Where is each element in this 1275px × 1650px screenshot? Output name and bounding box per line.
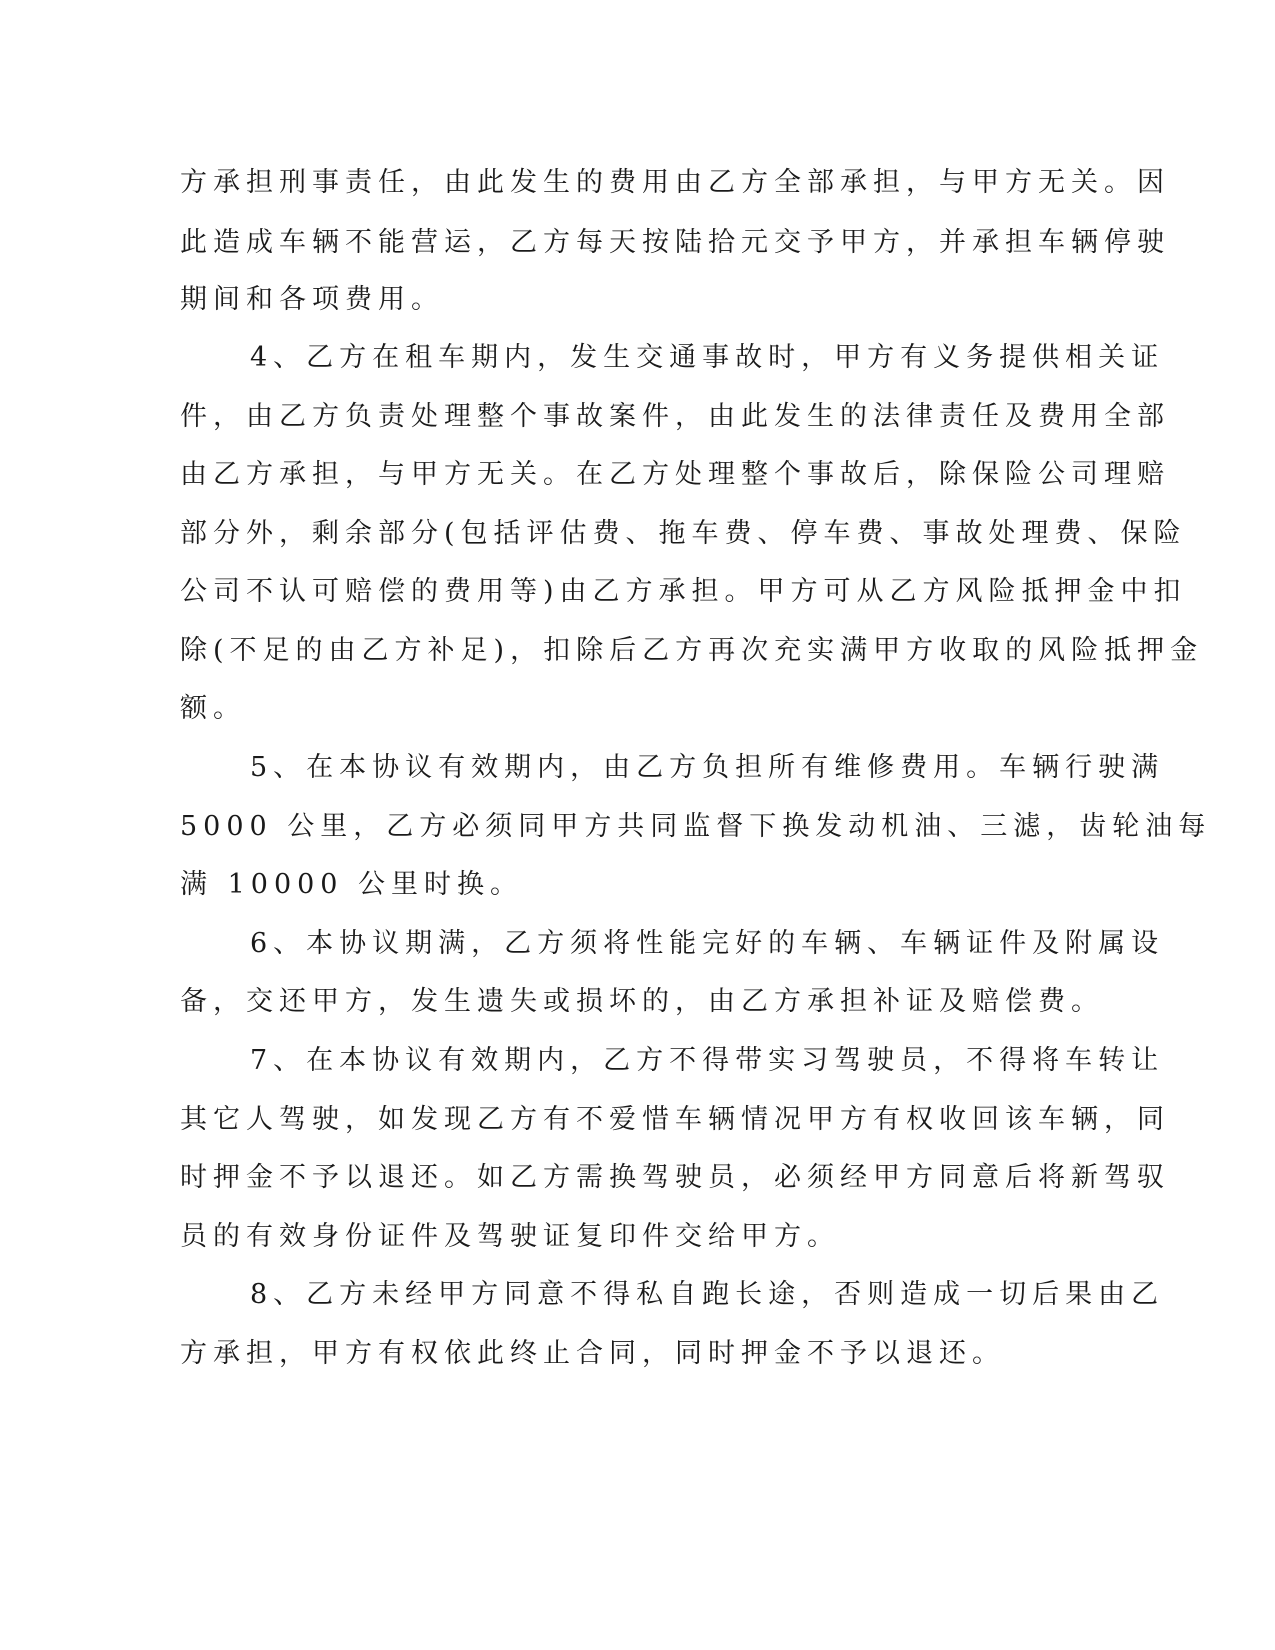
clause-4-line: 公司不认可赔偿的费用等)由乙方承担。甲方可从乙方风险抵押金中扣 [180,576,1187,607]
clause-4-line: 由乙方承担，与甲方无关。在乙方处理整个事故后，除保险公司理赔 [180,459,1170,490]
clause-4-line: 额。 [180,693,246,724]
clause-6-line: 备，交还甲方，发生遗失或损坏的，由乙方承担补证及赔偿费。 [180,986,1104,1017]
clause-7-line: 时押金不予以退还。如乙方需换驾驶员，必须经甲方同意后将新驾驭 [180,1162,1170,1193]
clause-4-line: 4、乙方在租车期内，发生交通事故时，甲方有义务提供相关证 [250,342,1165,373]
clause-8-line: 8、乙方未经甲方同意不得私自跑长途，否则造成一切后果由乙 [250,1279,1165,1310]
clause-7-line: 员的有效身份证件及驾驶证复印件交给甲方。 [180,1221,840,1252]
clause-5-line: 满 10000 公里时换。 [180,869,524,900]
clause-6-line: 6、本协议期满，乙方须将性能完好的车辆、车辆证件及附属设 [250,928,1165,959]
clause-7-line: 其它人驾驶，如发现乙方有不爱惜车辆情况甲方有权收回该车辆，同 [180,1104,1170,1135]
clause-5-line: 5、在本协议有效期内，由乙方负担所有维修费用。车辆行驶满 [250,752,1165,783]
clause-8-line: 方承担，甲方有权依此终止合同，同时押金不予以退还。 [180,1338,1005,1369]
clause-7-line: 7、在本协议有效期内，乙方不得带实习驾驶员，不得将车转让 [250,1045,1165,1076]
clause-4-line: 部分外，剩余部分(包括评估费、拖车费、停车费、事故处理费、保险 [180,518,1187,549]
paragraph-cont-line: 方承担刑事责任，由此发生的费用由乙方全部承担，与甲方无关。因 [180,167,1170,198]
paragraph-cont-line: 此造成车辆不能营运，乙方每天按陆拾元交予甲方，并承担车辆停驶 [180,227,1170,258]
clause-5-line: 5000 公里，乙方必须同甲方共同监督下换发动机油、三滤，齿轮油每 [180,811,1212,842]
clause-4-line: 件，由乙方负责处理整个事故案件，由此发生的法律责任及费用全部 [180,401,1170,432]
clause-4-line: 除(不足的由乙方补足)，扣除后乙方再次充实满甲方收取的风险抵押金 [180,635,1204,666]
paragraph-cont-line: 期间和各项费用。 [180,284,444,315]
